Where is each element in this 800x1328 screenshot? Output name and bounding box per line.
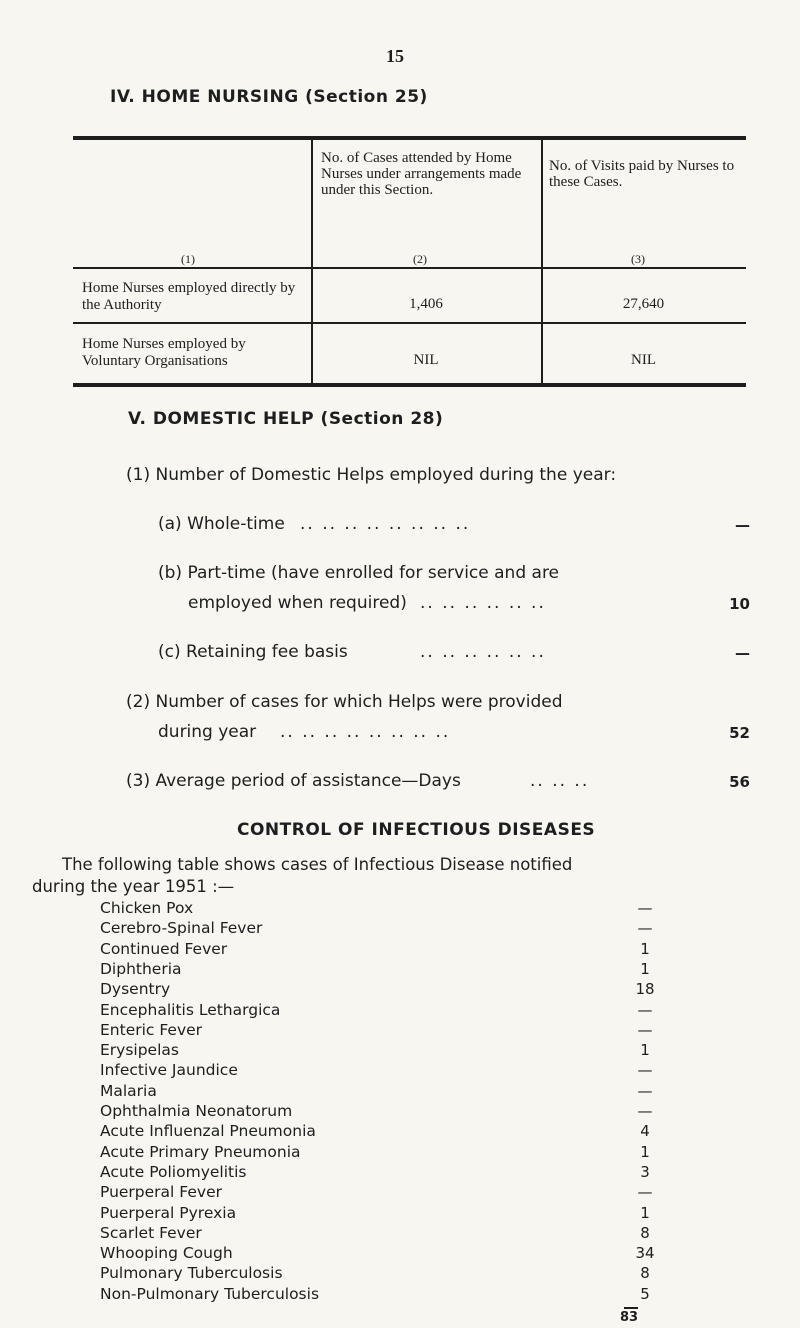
- row-divider: [73, 322, 746, 324]
- disease-count: 1: [640, 1203, 650, 1222]
- disease-count: 5: [640, 1284, 650, 1303]
- average-period-value: 56: [729, 773, 750, 791]
- disease-name: Non-Pulmonary Tuberculosis: [100, 1284, 320, 1303]
- disease-row: [100, 1061, 660, 1078]
- disease-count: —: [637, 1183, 653, 1202]
- disease-name: Malaria: [100, 1081, 157, 1100]
- disease-count: —: [637, 1061, 653, 1080]
- disease-name: Encephalitis Lethargica: [100, 1000, 281, 1019]
- disease-count: 3: [640, 1162, 650, 1181]
- infectious-diseases-heading: CONTROL OF INFECTIOUS DISEASES: [237, 820, 596, 840]
- disease-count: 1: [640, 939, 650, 958]
- domestic-help-heading: V. DOMESTIC HELP (Section 28): [128, 409, 444, 429]
- average-period-label: (3) Average period of assistance—Days: [126, 771, 461, 791]
- disease-row: [100, 1122, 660, 1139]
- page-number: 15: [386, 46, 404, 66]
- disease-row: [100, 1143, 660, 1160]
- disease-name: Ophthalmia Neonatorum: [100, 1102, 293, 1120]
- disease-count: 18: [635, 980, 655, 999]
- row-divider: [73, 267, 746, 269]
- disease-count: —: [637, 1020, 653, 1039]
- home-nursing-table: [73, 136, 746, 387]
- leader-dots: .. .. .. .. .. .. .. ..: [300, 514, 471, 534]
- disease-name: Diphtheria: [100, 959, 182, 978]
- disease-name: Whooping Cough: [100, 1244, 233, 1263]
- leader-dots: .. .. .. .. .. ..: [420, 593, 546, 613]
- intro-line-1: The following table shows cases of Infectious Disease notified: [62, 855, 573, 874]
- cases-authority: 1,406: [409, 296, 443, 312]
- retaining-fee-label: (c) Retaining fee basis: [158, 642, 348, 662]
- domestic-helps-question: (1) Number of Domestic Helps employed during the year:: [126, 465, 617, 485]
- disease-row: [100, 1285, 660, 1302]
- cases-provided-value: 52: [729, 724, 750, 742]
- disease-count: 34: [635, 1244, 655, 1263]
- disease-count: 4: [640, 1122, 650, 1141]
- disease-count: 1: [640, 959, 650, 978]
- disease-count: 1: [640, 1142, 650, 1161]
- disease-row: [100, 1001, 660, 1018]
- part-time-label-line1: (b) Part-time (have enrolled for service and are: [158, 563, 560, 583]
- disease-name: Puerperal Fever: [100, 1183, 222, 1202]
- disease-count: —: [637, 899, 653, 917]
- disease-name: Chicken Pox: [100, 899, 194, 917]
- disease-name: Cerebro-Spinal Fever: [100, 919, 263, 938]
- disease-row: [100, 1082, 660, 1099]
- row-label-voluntary: Home Nurses employed by Voluntary Organisations: [82, 336, 246, 369]
- disease-count: —: [637, 1000, 653, 1019]
- total-value: 83: [620, 1310, 639, 1325]
- disease-row: [100, 1102, 660, 1119]
- disease-row: [100, 919, 660, 936]
- disease-row: [100, 1204, 660, 1221]
- visits-authority: 27,640: [622, 296, 665, 312]
- home-nursing-heading: IV. HOME NURSING (Section 25): [110, 87, 428, 107]
- disease-row: [100, 1041, 660, 1058]
- disease-name: Dysentry: [100, 980, 171, 999]
- column-divider: [541, 140, 543, 383]
- disease-name: Pulmonary Tuberculosis: [100, 1264, 283, 1283]
- disease-row: [100, 960, 660, 977]
- row-label-authority: Home Nurses employed directly by the Authority: [82, 280, 296, 313]
- leader-dots: .. .. .. .. .. .. .. ..: [280, 722, 451, 742]
- disease-name: Acute Influenzal Pneumonia: [100, 1122, 316, 1141]
- disease-name: Erysipelas: [100, 1041, 179, 1060]
- disease-count: 8: [640, 1264, 650, 1283]
- leader-dots: .. .. ..: [530, 771, 590, 791]
- leader-dots: .. .. .. .. .. ..: [420, 642, 546, 662]
- part-time-value: 10: [729, 595, 750, 613]
- disease-count: 8: [640, 1223, 650, 1242]
- retaining-fee-value: —: [735, 644, 750, 662]
- whole-time-value: —: [735, 516, 750, 534]
- intro-line-2: during the year 1951 :—: [32, 877, 235, 896]
- column-2-number: (2): [413, 252, 427, 266]
- disease-row: [100, 1244, 660, 1261]
- disease-count: —: [637, 1102, 653, 1120]
- cases-provided-label-line2: during year: [158, 722, 257, 742]
- whole-time-label: (a) Whole-time: [158, 514, 285, 534]
- disease-name: Acute Primary Pneumonia: [100, 1142, 301, 1161]
- column-1-number: (1): [181, 252, 195, 266]
- column-divider: [311, 140, 313, 383]
- disease-count: —: [637, 1081, 653, 1100]
- column-3-number: (3): [631, 252, 645, 266]
- disease-row: [100, 940, 660, 957]
- disease-count: —: [637, 919, 653, 938]
- disease-name: Enteric Fever: [100, 1020, 203, 1039]
- disease-name: Acute Poliomyelitis: [100, 1162, 247, 1181]
- column-2-header: No. of Cases attended by Home Nurses under arrangements made under this Section.: [321, 150, 522, 198]
- disease-row: [100, 899, 660, 916]
- disease-name: Continued Fever: [100, 939, 228, 958]
- disease-row: [100, 1021, 660, 1038]
- disease-row: [100, 980, 660, 997]
- disease-row: [100, 1163, 660, 1180]
- visits-voluntary: NIL: [631, 352, 656, 368]
- disease-row: [100, 1264, 660, 1281]
- cases-voluntary: NIL: [413, 352, 439, 368]
- cases-provided-label-line1: (2) Number of cases for which Helps were provided: [126, 692, 563, 712]
- column-3-header: No. of Visits paid by Nurses to these Cases.: [549, 158, 735, 190]
- disease-name: Scarlet Fever: [100, 1223, 202, 1242]
- disease-count: 1: [640, 1041, 650, 1060]
- disease-row: [100, 1224, 660, 1241]
- total-rule: [624, 1307, 638, 1309]
- disease-name: Infective Jaundice: [100, 1061, 238, 1080]
- part-time-label-line2: employed when required): [188, 593, 407, 613]
- disease-row: [100, 1183, 660, 1200]
- disease-name: Puerperal Pyrexia: [100, 1203, 237, 1222]
